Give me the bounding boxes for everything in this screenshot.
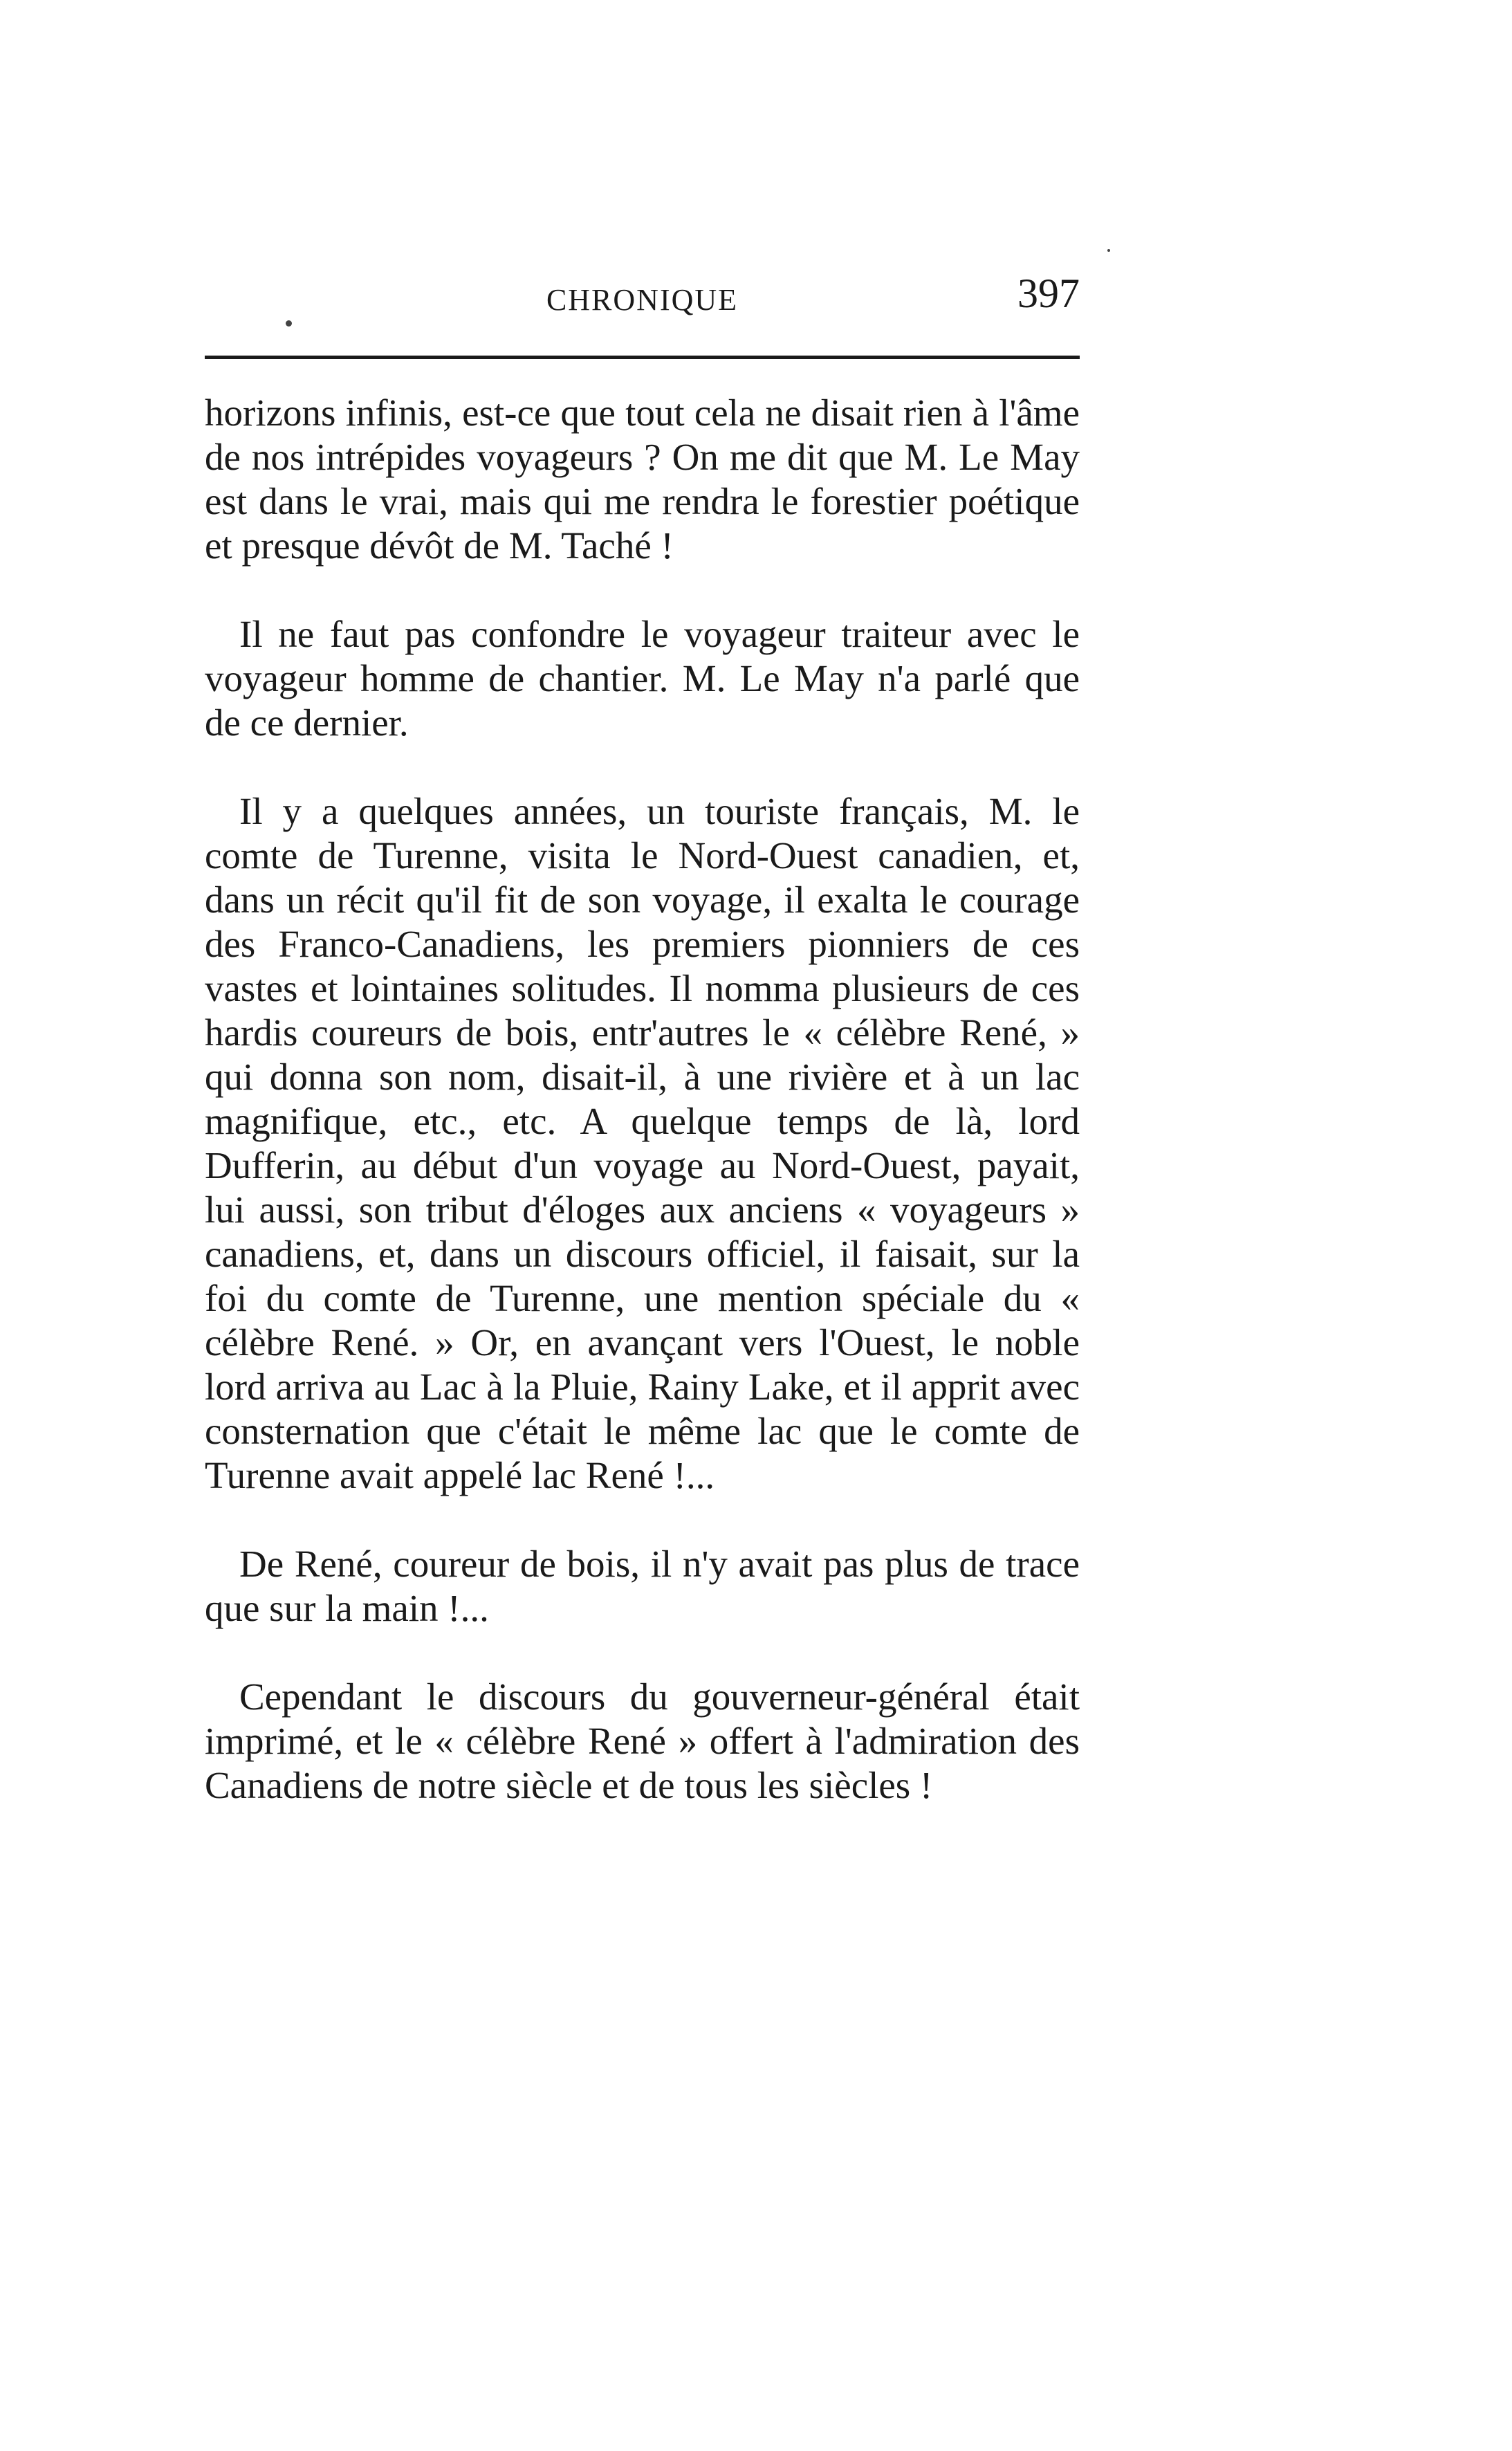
ink-speck	[286, 320, 292, 327]
header-rule	[205, 356, 1080, 359]
paragraph-2: Il ne faut pas confondre le voyageur traiteur avec le voyageur homme de chantier. M. Le May n'a parlé que de ce dernier.	[205, 613, 1080, 744]
paragraph-5: Cependant le discours du gouverneur-général était imprimé, et le « célèbre René » offert à l'admiration des Canadiens de notre siècle et de tous les siècles !	[205, 1676, 1080, 1806]
running-title: CHRONIQUE	[546, 283, 739, 317]
ink-speck	[1107, 249, 1110, 252]
paragraph-1: horizons infinis, est-ce que tout cela ne disait rien à l'âme de nos intrépides voyageurs ? On me dit que M. Le May est dans le vrai, mais qui me rendra le forestier poétique et presque dévôt de M. Taché !	[205, 392, 1080, 567]
running-head	[205, 270, 1080, 332]
body-text	[205, 391, 1080, 1852]
page-number: 397	[1017, 270, 1080, 316]
paragraph-4: De René, coureur de bois, il n'y avait pas plus de trace que sur la main !...	[205, 1543, 1080, 1629]
paragraph-3: Il y a quelques années, un touriste français, M. le comte de Turenne, visita le Nord-Ouest canadien, et, dans un récit qu'il fit de son voyage, il exalta le courage des Franco-Canadiens, les premiers pionniers de ces vastes et lointaines solitudes. Il nomma plusieurs de ces hardis coureurs de bois, entr'autres le « célèbre René, » qui donna son nom, disait-il, à une rivière et à un lac magnifique, etc., etc. A quelque temps de là, lord Dufferin, au début d'un voyage au Nord-Ouest, payait, lui aussi, son tribut d'éloges aux anciens « voyageurs » canadiens, et, dans un discours officiel, il faisait, sur la foi du comte de Turenne, une mention spéciale du « célèbre René. » Or, en avançant vers l'Ouest, le noble lord arriva au Lac à la Pluie, Rainy Lake, et il apprit avec consternation que c'était le même lac que le comte de Turenne avait appelé lac René !...	[205, 790, 1080, 1496]
